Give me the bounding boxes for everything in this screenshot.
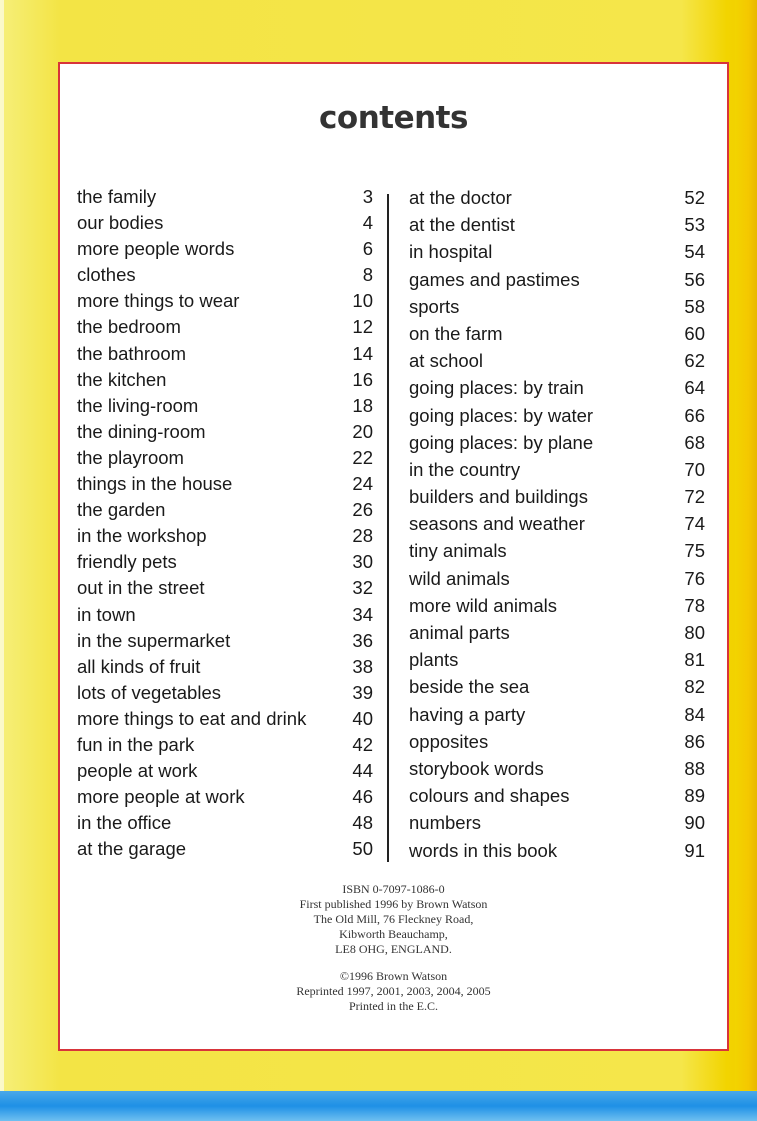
entry-page-number: 58	[684, 295, 705, 317]
entry-page-number: 36	[352, 629, 373, 651]
contents-entry	[409, 755, 705, 782]
entry-page-number: 50	[352, 838, 373, 860]
contents-entry	[77, 471, 373, 497]
entry-label: tiny animals	[409, 540, 507, 562]
entry-page-number: 24	[352, 473, 373, 495]
contents-entry	[77, 419, 373, 445]
contents-entry	[77, 497, 373, 523]
entry-page-number: 88	[684, 757, 705, 779]
contents-entry	[77, 575, 373, 601]
entry-label: the kitchen	[77, 368, 167, 390]
entry-page-number: 8	[362, 264, 373, 286]
entry-page-number: 64	[684, 377, 705, 399]
entry-label: at school	[409, 350, 484, 372]
contents-entry	[409, 402, 705, 429]
entry-label: at the doctor	[409, 187, 512, 208]
entry-page-number: 78	[684, 594, 705, 616]
contents-entry	[77, 784, 373, 810]
contents-entry	[77, 445, 373, 471]
entry-page-number: 42	[352, 733, 373, 755]
entry-page-number: 70	[684, 458, 705, 480]
entry-page-number: 54	[684, 241, 705, 263]
contents-entry	[77, 654, 373, 680]
entry-label: in the office	[77, 812, 172, 834]
entry-label: games and pastimes	[409, 268, 580, 290]
entry-page-number: 48	[352, 812, 373, 834]
address-line: Kibworth Beauchamp,	[339, 927, 448, 941]
entry-page-number: 90	[684, 812, 705, 834]
entry-label: having a party	[409, 703, 526, 725]
entry-label: in the workshop	[77, 525, 207, 547]
entry-page-number: 18	[352, 394, 373, 416]
entry-page-number: 91	[684, 839, 705, 861]
imprint-spacer	[60, 957, 727, 969]
entry-label: the bathroom	[77, 342, 187, 364]
entry-page-number: 26	[352, 499, 373, 521]
entry-label: our bodies	[77, 212, 164, 234]
entry-page-number: 30	[352, 551, 373, 573]
entry-label: the living-room	[77, 394, 199, 416]
entry-label: builders and buildings	[409, 486, 588, 508]
contents-column-right	[409, 184, 705, 864]
printed-line: Printed in the E.C.	[349, 999, 438, 1013]
entry-label: opposites	[409, 730, 489, 752]
entry-page-number: 34	[352, 603, 373, 625]
contents-entry	[409, 347, 705, 374]
entry-page-number: 16	[352, 368, 373, 390]
entry-label: going places: by water	[409, 404, 594, 426]
contents-entry	[409, 837, 705, 864]
entry-page-number: 89	[684, 785, 705, 807]
isbn-line: ISBN 0-7097-1086-0	[342, 882, 445, 896]
entry-label: all kinds of fruit	[77, 655, 201, 677]
entry-label: the bedroom	[77, 316, 181, 338]
contents-entry	[77, 393, 373, 419]
contents-entry	[77, 836, 373, 862]
contents-entry	[77, 262, 373, 288]
entry-label: clothes	[77, 264, 136, 286]
contents-entry	[409, 266, 705, 293]
contents-entry	[409, 510, 705, 537]
contents-entry	[409, 483, 705, 510]
entry-page-number: 46	[352, 786, 373, 808]
entry-page-number: 6	[362, 238, 373, 260]
entry-page-number: 28	[352, 525, 373, 547]
contents-entry	[409, 320, 705, 347]
contents-entry	[77, 680, 373, 706]
entry-label: more wild animals	[409, 594, 558, 616]
entry-label: beside the sea	[409, 676, 530, 698]
contents-entry	[409, 537, 705, 564]
scan-left-edge	[0, 0, 4, 1121]
contents-entry	[77, 236, 373, 262]
entry-page-number: 4	[362, 212, 373, 234]
contents-entry	[409, 456, 705, 483]
entry-page-number: 52	[684, 187, 705, 208]
entry-page-number: 12	[352, 316, 373, 338]
entry-label: plants	[409, 649, 459, 671]
contents-entry	[409, 211, 705, 238]
entry-label: on the farm	[409, 322, 503, 344]
book-spine-edge	[735, 0, 757, 1090]
entry-label: fun in the park	[77, 733, 195, 755]
contents-entry	[409, 728, 705, 755]
entry-label: wild animals	[409, 567, 510, 589]
contents-entry	[77, 314, 373, 340]
entry-label: in town	[77, 603, 136, 625]
entry-page-number: 40	[352, 707, 373, 729]
entry-label: lots of vegetables	[77, 681, 221, 703]
contents-column-left	[77, 184, 373, 862]
entry-page-number: 76	[684, 567, 705, 589]
entry-page-number: 32	[352, 577, 373, 599]
contents-entry	[409, 293, 705, 320]
entry-label: at the garage	[77, 838, 187, 860]
entry-label: more things to wear	[77, 290, 240, 312]
entry-page-number: 62	[684, 350, 705, 372]
entry-label: animal parts	[409, 622, 510, 643]
contents-entry	[77, 628, 373, 654]
entry-page-number: 38	[352, 655, 373, 677]
entry-page-number: 3	[362, 186, 373, 207]
contents-entry	[409, 184, 705, 211]
entry-page-number: 44	[352, 760, 373, 782]
contents-entry	[77, 732, 373, 758]
entry-page-number: 14	[352, 342, 373, 364]
entry-label: words in this book	[409, 839, 558, 861]
entry-label: more people words	[77, 238, 235, 260]
column-divider	[387, 194, 389, 862]
entry-label: out in the street	[77, 577, 205, 599]
entry-label: the playroom	[77, 446, 184, 468]
entry-label: people at work	[77, 760, 198, 782]
entry-label: in the supermarket	[77, 629, 231, 651]
entry-label: the garden	[77, 499, 166, 521]
first-published-line: First published 1996 by Brown Watson	[299, 897, 488, 911]
contents-entry	[77, 810, 373, 836]
contents-entry	[77, 758, 373, 784]
entry-page-number: 86	[684, 730, 705, 752]
entry-label: sports	[409, 295, 460, 317]
entry-page-number: 53	[684, 214, 705, 236]
contents-entry	[409, 701, 705, 728]
entry-page-number: 84	[684, 703, 705, 725]
entry-label: numbers	[409, 812, 481, 834]
contents-entry	[77, 184, 373, 210]
book-bottom-edge	[0, 1091, 757, 1121]
copyright-line: ©1996 Brown Watson	[339, 969, 448, 983]
entry-page-number: 56	[684, 268, 705, 290]
entry-label: colours and shapes	[409, 785, 570, 807]
contents-entry	[409, 782, 705, 809]
contents-entry	[77, 288, 373, 314]
contents-entry	[409, 429, 705, 456]
entry-page-number: 22	[352, 446, 373, 468]
address-line: The Old Mill, 76 Fleckney Road,	[313, 912, 474, 926]
entry-page-number: 75	[684, 540, 705, 562]
reprinted-line: Reprinted 1997, 2001, 2003, 2004, 2005	[296, 984, 491, 998]
address-line: LE8 OHG, ENGLAND.	[335, 942, 452, 956]
contents-entry	[77, 523, 373, 549]
contents-entry	[77, 210, 373, 236]
entry-page-number: 66	[684, 404, 705, 426]
entry-label: going places: by train	[409, 377, 584, 399]
contents-entry	[409, 809, 705, 836]
contents-entry	[409, 673, 705, 700]
contents-entry	[77, 549, 373, 575]
entry-label: seasons and weather	[409, 513, 585, 535]
contents-panel	[58, 62, 729, 1051]
contents-entry	[409, 592, 705, 619]
entry-label: in the country	[409, 458, 521, 480]
entry-page-number: 74	[684, 513, 705, 535]
contents-entry	[409, 565, 705, 592]
contents-entry	[77, 706, 373, 732]
entry-label: the dining-room	[77, 420, 206, 442]
entry-label: at the dentist	[409, 214, 515, 236]
contents-entry	[77, 602, 373, 628]
entry-label: going places: by plane	[409, 431, 594, 453]
entry-label: things in the house	[77, 473, 233, 495]
entry-page-number: 72	[684, 486, 705, 508]
page-title: contents	[319, 100, 468, 136]
contents-entry	[77, 341, 373, 367]
entry-page-number: 80	[684, 622, 705, 643]
contents-entry	[409, 238, 705, 265]
entry-label: storybook words	[409, 757, 544, 779]
entry-page-number: 60	[684, 322, 705, 344]
entry-label: friendly pets	[77, 551, 177, 573]
entry-page-number: 68	[684, 431, 705, 453]
publisher-imprint	[60, 882, 727, 1014]
contents-entry	[409, 619, 705, 646]
entry-page-number: 10	[352, 290, 373, 312]
entry-label: more things to eat and drink	[77, 707, 307, 729]
entry-page-number: 81	[684, 649, 705, 671]
entry-page-number: 20	[352, 420, 373, 442]
entry-label: more people at work	[77, 786, 245, 808]
contents-entry	[77, 367, 373, 393]
contents-entry	[409, 374, 705, 401]
entry-label: in hospital	[409, 241, 493, 263]
entry-page-number: 82	[684, 676, 705, 698]
entry-page-number: 39	[352, 681, 373, 703]
contents-entry	[409, 646, 705, 673]
entry-label: the family	[77, 186, 157, 207]
